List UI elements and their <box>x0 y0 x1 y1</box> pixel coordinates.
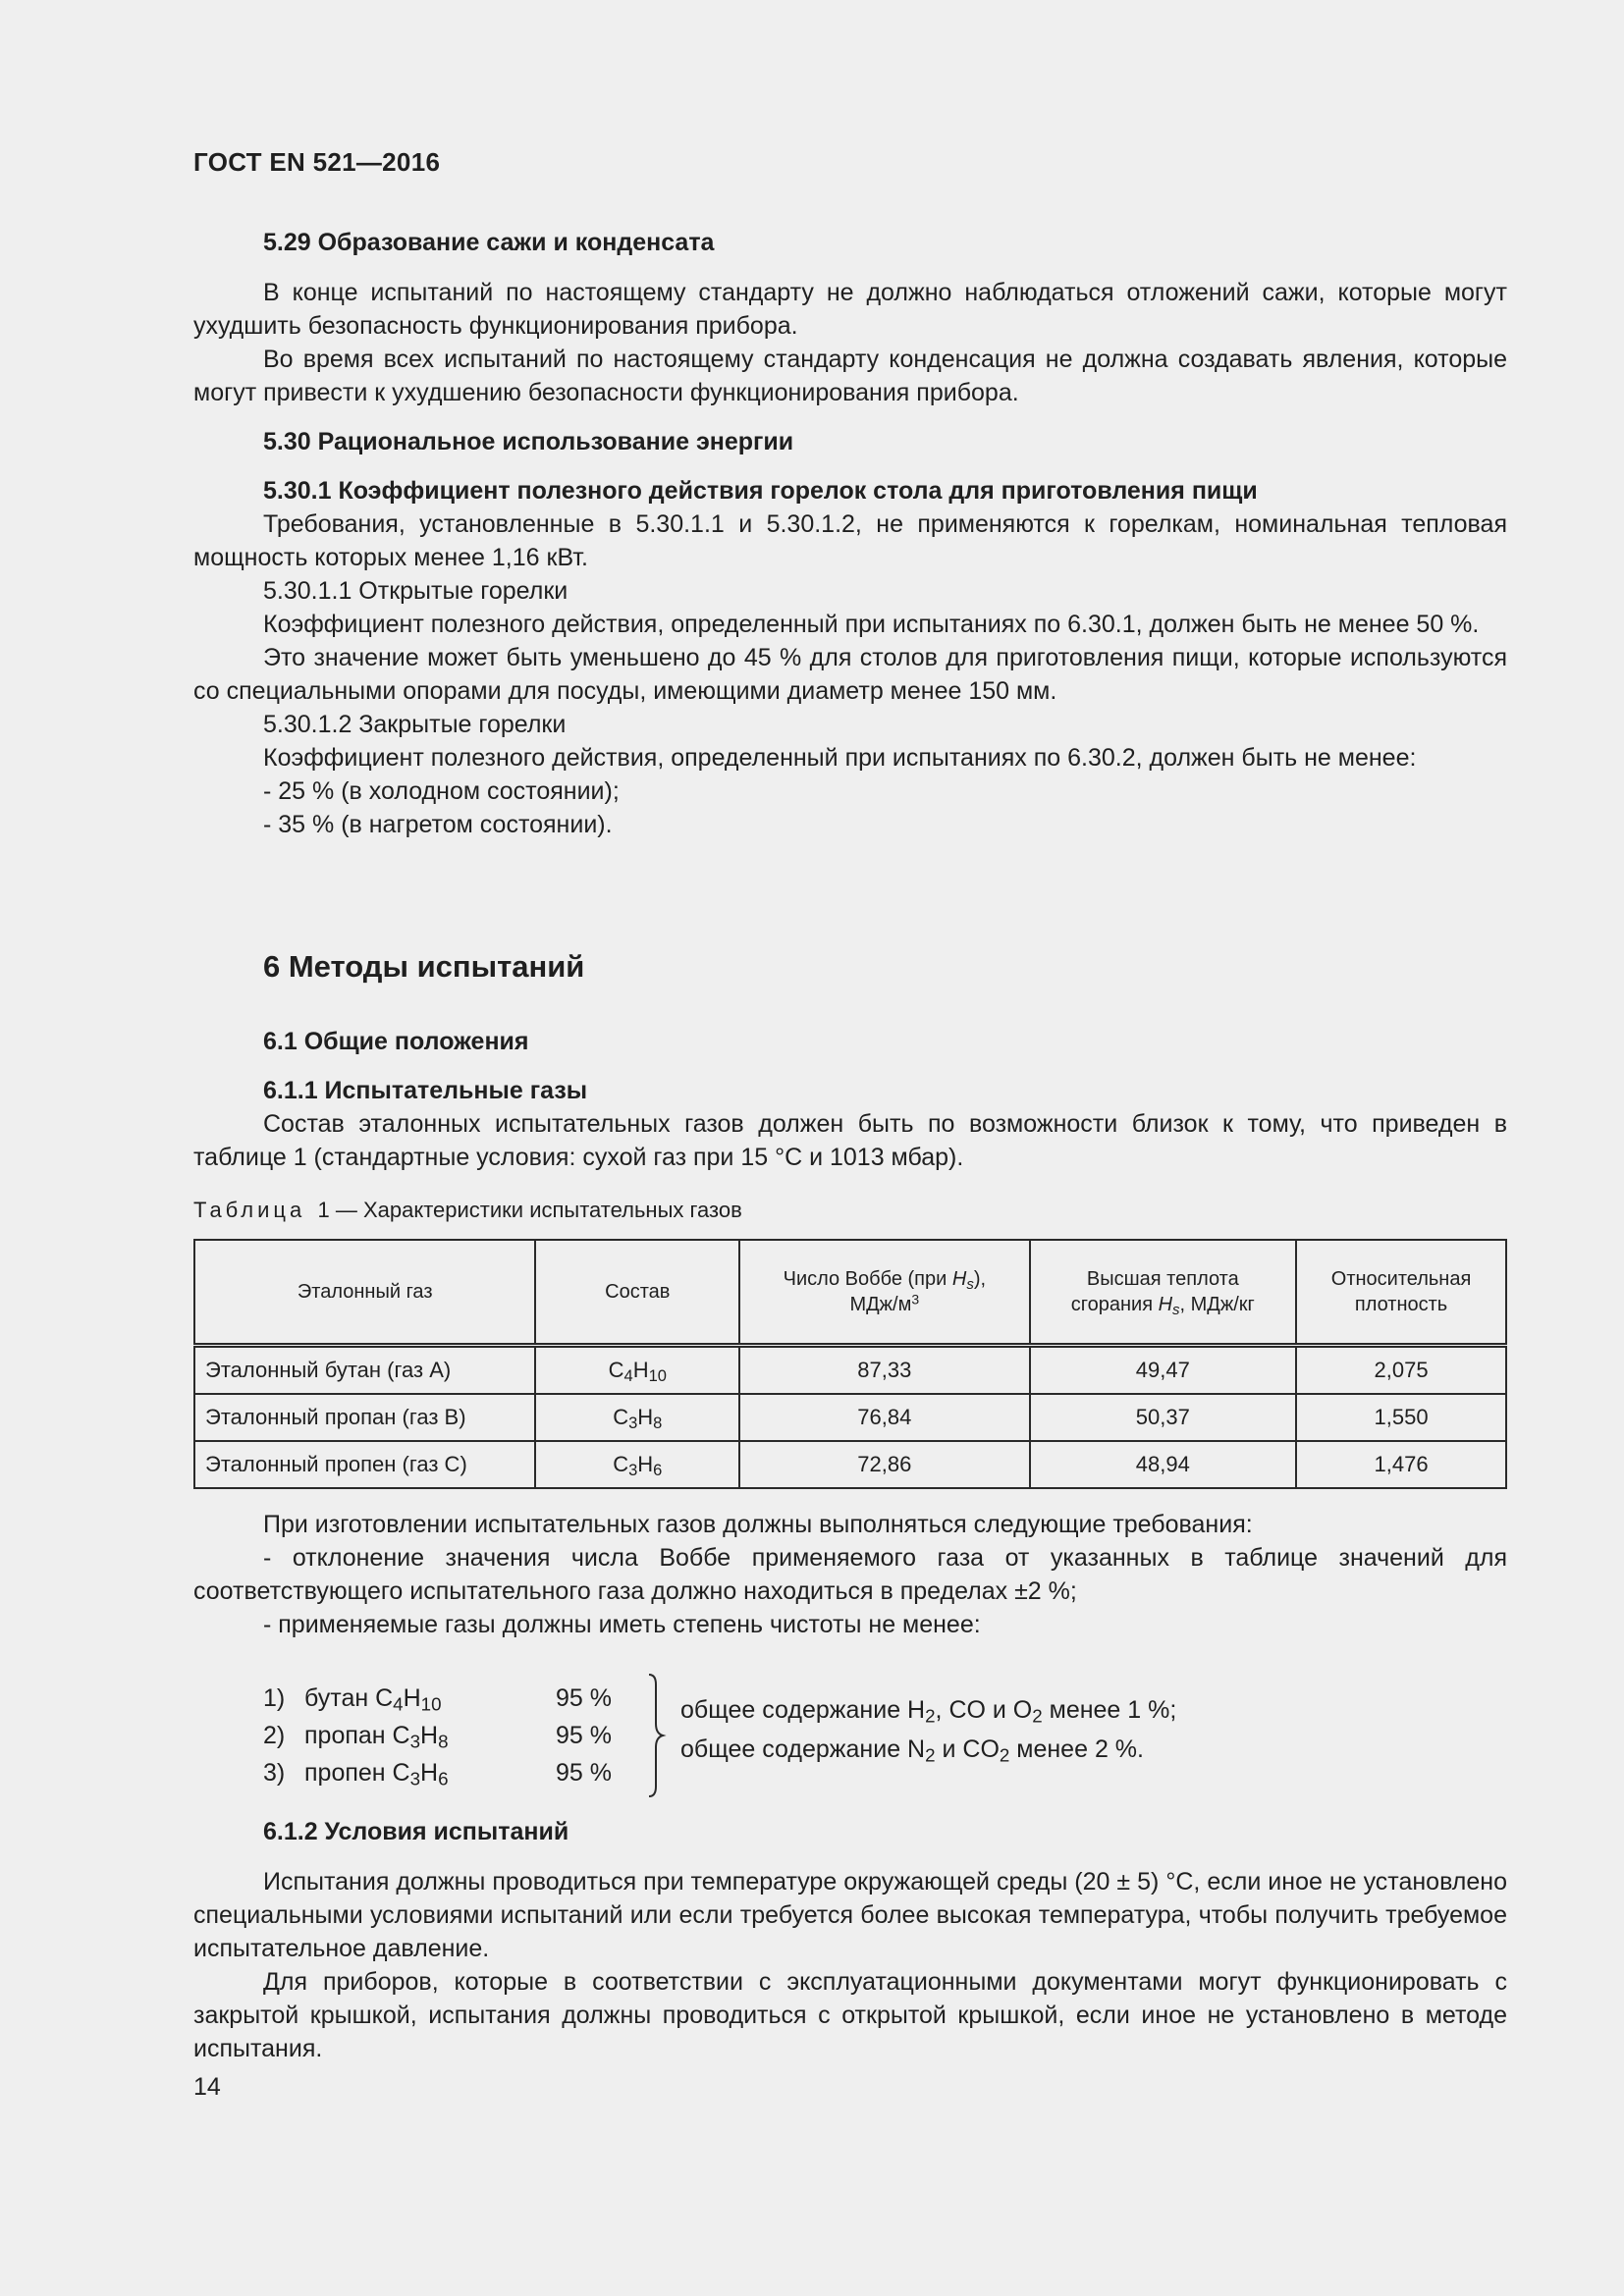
paragraph-requirements: Требования, установленные в 5.30.1.1 и 5.30.1.2, не применяются к горелкам, номинальная тепловая мощность которых менее 1,16 кВт. <box>193 510 1507 571</box>
header-wobbe: Число Воббе (при $H_s$), МДж/$м^3$ <box>739 1240 1029 1346</box>
section-title-6-1-1: 6.1.1 Испытательные газы <box>263 1077 588 1104</box>
cell-composition: $C_4H_{10}$ <box>535 1346 739 1395</box>
table-row <box>194 1394 1506 1441</box>
list-item-cold: - 25 % (в холодном состоянии); <box>263 777 620 805</box>
header-density: Относительная плотность <box>1296 1240 1506 1346</box>
cell-composition: $C_3H_8$ <box>535 1394 739 1441</box>
section-6 <box>193 947 1507 987</box>
section-5-29 <box>193 226 1507 259</box>
document-header: ГОСТ EN 521—2016 <box>193 147 441 177</box>
cell-composition: $C_3H_6$ <box>535 1441 739 1488</box>
purity-list <box>193 1673 1507 1810</box>
table-caption-label: Таблица <box>193 1198 306 1222</box>
cell-density: 2,075 <box>1296 1346 1506 1395</box>
section-6-1-1 <box>193 1074 1507 1174</box>
table-header-row <box>194 1240 1506 1346</box>
paragraph-open-burners-1: Коэффициент полезного действия, определенный при испытаниях по 6.30.1, должен быть не менее 50 %. <box>263 611 1480 638</box>
section-title-6-1-2: 6.1.2 Условия испытаний <box>263 1818 569 1845</box>
cell-density: 1,476 <box>1296 1441 1506 1488</box>
manufacturing-requirements <box>193 1508 1507 1641</box>
header-gas: Эталонный газ <box>194 1240 535 1346</box>
paragraph-manufacturing: При изготовлении испытательных газов должны выполняться следующие требования: <box>263 1511 1253 1538</box>
paragraph-closed-burners: Коэффициент полезного действия, определенный при испытаниях по 6.30.2, должен быть не менее: <box>263 744 1417 772</box>
section-5-30-1 <box>193 474 1507 841</box>
section-6-1 <box>193 1025 1507 1058</box>
paragraph-wobbe-deviation: - отклонение значения числа Воббе применяемого газа от указанных в таблице значений для соответствующего испытательного газа должно находиться в пределах ±2 %; <box>193 1544 1507 1605</box>
purity-item: 3) пропен $C_3H_6$ 95 % <box>263 1759 612 1789</box>
cell-density: 1,550 <box>1296 1394 1506 1441</box>
purity-note-1: общее содержание $H_2$, CO и $O_2$ менее 1 %; <box>680 1696 1177 1727</box>
header-heat: Высшая теплота сгорания $H_s$, МДж/кг <box>1030 1240 1297 1346</box>
gas-table-wrap <box>193 1239 1507 1489</box>
curly-brace-icon <box>645 1673 667 1798</box>
header-composition: Состав <box>535 1240 739 1346</box>
section-title-5-30-1-2: 5.30.1.2 Закрытые горелки <box>263 711 567 738</box>
paragraph-condensation: Во время всех испытаний по настоящему стандарту конденсация не должна создавать явления, которые могут привести к ухудшению безопасности функционирования прибора. <box>193 346 1507 406</box>
cell-heat: 48,94 <box>1030 1441 1297 1488</box>
section-title-5-29: 5.29 Образование сажи и конденсата <box>263 229 715 256</box>
cell-heat: 49,47 <box>1030 1346 1297 1395</box>
section-6-1-2-body <box>193 1865 1507 2065</box>
section-title-5-30-1-1: 5.30.1.1 Открытые горелки <box>263 577 568 605</box>
cell-wobbe: 72,86 <box>739 1441 1029 1488</box>
purity-note-2: общее содержание $N_2$ и $CO_2$ менее 2 %. <box>680 1735 1144 1766</box>
section-title-5-30-1: 5.30.1 Коэффициент полезного действия горелок стола для приготовления пищи <box>263 477 1258 505</box>
section-6-1-2 <box>193 1815 1507 1848</box>
table-caption-text: 1 — Характеристики испытательных газов <box>317 1198 742 1222</box>
gas-characteristics-table <box>193 1239 1507 1489</box>
page-number: 14 <box>193 2073 221 2101</box>
table-row <box>194 1346 1506 1395</box>
purity-item: 1) бутан $C_4H_{10}$ 95 % <box>263 1684 612 1715</box>
list-item-hot: - 35 % (в нагретом состоянии). <box>263 811 613 838</box>
section-5-29-body <box>193 276 1507 409</box>
cell-wobbe: 76,84 <box>739 1394 1029 1441</box>
cell-wobbe: 87,33 <box>739 1346 1029 1395</box>
purity-item: 2) пропан $C_3H_8$ 95 % <box>263 1722 612 1752</box>
paragraph-lid: Для приборов, которые в соответствии с эксплуатационными документами могут функционировать с закрытой крышкой, испытания должны проводиться с открытой крышкой, если иное не установлено в методе испытания. <box>193 1968 1507 2062</box>
paragraph-soot: В конце испытаний по настоящему стандарту не должно наблюдаться отложений сажи, которые могут ухудшить безопасность функционирования прибора. <box>193 279 1507 340</box>
table-caption <box>193 1196 1507 1225</box>
cell-gas-name: Эталонный пропен (газ С) <box>194 1441 535 1488</box>
cell-gas-name: Эталонный пропан (газ В) <box>194 1394 535 1441</box>
cell-gas-name: Эталонный бутан (газ А) <box>194 1346 535 1395</box>
paragraph-open-burners-2: Это значение может быть уменьшено до 45 % для столов для приготовления пищи, которые используются со специальными опорами для посуды, имеющими диаметр менее 150 мм. <box>193 644 1507 705</box>
section-title-5-30: 5.30 Рациональное использование энергии <box>263 428 794 455</box>
table-row <box>194 1441 1506 1488</box>
paragraph-gas-composition: Состав эталонных испытательных газов должен быть по возможности близок к тому, что приведен в таблице 1 (стандартные условия: сухой газ при 15 °С и 1013 мбар). <box>193 1110 1507 1171</box>
section-title-6: 6 Методы испытаний <box>263 949 585 984</box>
cell-heat: 50,37 <box>1030 1394 1297 1441</box>
paragraph-purity: - применяемые газы должны иметь степень чистоты не менее: <box>263 1611 981 1638</box>
paragraph-temperature: Испытания должны проводиться при температуре окружающей среды (20 ± 5) °С, если иное не установлено специальными условиями испытаний или если требуется более высокая температура, чтобы получить требуемое испытательное давление. <box>193 1868 1507 1962</box>
section-title-6-1: 6.1 Общие положения <box>263 1028 529 1055</box>
section-5-30 <box>193 425 1507 458</box>
